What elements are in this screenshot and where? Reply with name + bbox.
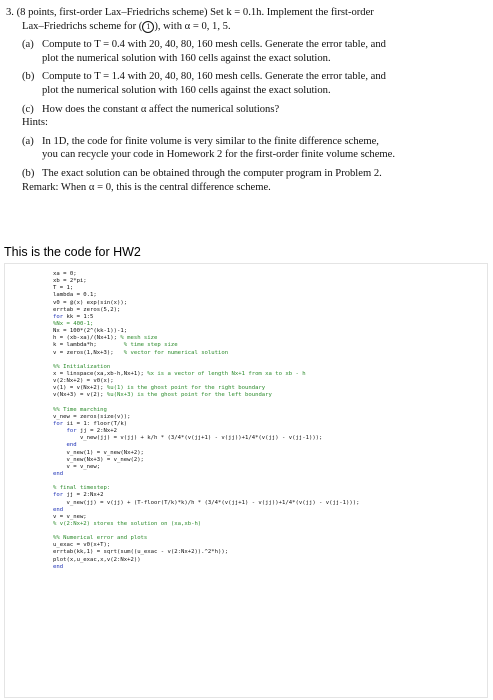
code-keyword: end bbox=[53, 470, 64, 477]
code-text: T = 1; bbox=[53, 285, 74, 292]
code-comment: % v(2:Nx+2) stores the solution on (xa,xb-h) bbox=[53, 520, 202, 527]
code-text: lambda = 0.1; bbox=[53, 292, 97, 299]
code-line bbox=[53, 371, 359, 378]
code-text: xa = 0; bbox=[53, 271, 77, 277]
part-text-line2: plot the numerical solution with 160 cells against the exact solution. bbox=[42, 52, 331, 64]
code-text: x = linspace(xa,xb-h,Nx+1); bbox=[53, 370, 148, 377]
code-line bbox=[53, 342, 359, 349]
code-line bbox=[53, 378, 359, 385]
problem-statement bbox=[6, 6, 484, 194]
code-line bbox=[53, 535, 359, 542]
hint-text-line1: In 1D, the code for finite volume is very similar to the finite difference scheme, bbox=[42, 135, 379, 147]
part-label: (c) bbox=[22, 103, 34, 115]
part-label: (b) bbox=[22, 71, 35, 83]
code-line bbox=[53, 471, 359, 478]
problem-part-a bbox=[6, 38, 484, 65]
code-line bbox=[53, 271, 359, 278]
code-line bbox=[53, 435, 359, 442]
code-line bbox=[53, 314, 359, 321]
code-line bbox=[53, 328, 359, 335]
code-text: plot(x,u_exac,x,v(2:Nx+2)) bbox=[53, 556, 141, 563]
code-keyword: end bbox=[66, 442, 77, 449]
code-line bbox=[53, 457, 359, 464]
hint-text-line1: The exact solution can be obtained through the computer program in Problem 2. bbox=[42, 167, 382, 179]
problem-header: 3. (8 points, first-order Lax–Friedrichs scheme) Set k = 0.1h. Implement the first-order bbox=[6, 7, 374, 18]
code-line bbox=[53, 350, 359, 357]
code-text: jj = 2:Nx+2 bbox=[76, 428, 118, 435]
hints-title: Hints: bbox=[22, 117, 48, 129]
code-text: jj = 2:Nx+2 bbox=[63, 492, 104, 499]
code-line bbox=[53, 521, 359, 528]
code-line bbox=[53, 507, 359, 514]
code-line bbox=[53, 442, 359, 449]
code-line bbox=[53, 421, 359, 428]
code-text: u_exac = v0(x+T); bbox=[53, 542, 111, 549]
code-comment: % time step size bbox=[123, 342, 178, 349]
code-line bbox=[53, 549, 359, 556]
code-line bbox=[53, 450, 359, 457]
code-text: v_new(1) = v_new(Nx+2); bbox=[53, 449, 144, 456]
code-text: v = v_new; bbox=[53, 463, 101, 470]
code-text: v = zeros(1,Nx+3); bbox=[53, 349, 124, 356]
problem-header-cont-post: , with α = 0, 1, 5. bbox=[157, 20, 231, 32]
code-line bbox=[53, 300, 359, 307]
code-keyword: for bbox=[53, 313, 64, 320]
code-text: v0 = @(x) exp(sin(x)); bbox=[53, 299, 128, 306]
code-line bbox=[53, 492, 359, 499]
problem-header-cont-pre: Lax–Friedrichs scheme for bbox=[22, 20, 137, 32]
code-text: kk = 1:5 bbox=[63, 313, 94, 320]
code-keyword: end bbox=[53, 506, 64, 513]
code-line bbox=[53, 542, 359, 549]
code-comment: % final timestep: bbox=[53, 485, 111, 492]
code-line bbox=[53, 321, 359, 328]
code-text: v_new(jj) = v(jj) + k/h * (3/4*(v(jj+1) - v(jj))+1/4*(v(jj) - v(jj-1))); bbox=[53, 435, 323, 442]
code-line bbox=[53, 478, 359, 485]
code-comment: %u(Nx+3) is the ghost point for the left boundary bbox=[106, 392, 272, 399]
part-text-line1: How does the constant α affect the numerical solutions? bbox=[42, 103, 280, 115]
code-text: ii = 1: floor(T/k) bbox=[63, 420, 128, 427]
code-screenshot bbox=[4, 263, 488, 698]
code-line bbox=[53, 357, 359, 364]
code-line bbox=[53, 307, 359, 314]
code-comment: %% Initialization bbox=[53, 363, 111, 370]
code-line bbox=[53, 392, 359, 399]
code-comment: %% Time marching bbox=[53, 406, 107, 413]
code-line bbox=[53, 364, 359, 371]
code-text: v_new(jj) = v(jj) + (T-floor(T/k)*k)/h * (3/4*(v(jj+1) - v(jj))+1/4*(v(jj) - v(jj-1))); bbox=[53, 499, 360, 506]
hint-label: (a) bbox=[22, 135, 34, 147]
code-text: v(Nx+3) = v(2); bbox=[53, 392, 107, 399]
code-line bbox=[53, 500, 359, 507]
code-line bbox=[53, 564, 359, 571]
code-line bbox=[53, 335, 359, 342]
code-text: v(2:Nx+2) = v0(x); bbox=[53, 378, 114, 385]
code-comment: %Nx = 400-1; bbox=[53, 320, 94, 327]
code-line bbox=[53, 464, 359, 471]
matlab-code bbox=[53, 271, 359, 571]
code-comment: %x is a vector of length Nx+1 from xa to xb - h bbox=[147, 370, 306, 377]
problem-part-b bbox=[6, 70, 484, 97]
part-text-line1: Compute to T = 1.4 with 20, 40, 80, 160 mesh cells. Generate the error table, and bbox=[42, 71, 386, 83]
hint-label: (b) bbox=[22, 167, 35, 179]
code-text: v = v_new; bbox=[53, 513, 87, 520]
code-text bbox=[53, 442, 66, 448]
code-line bbox=[53, 292, 359, 299]
code-text: v(1) = v(Nx+2); bbox=[53, 385, 107, 392]
hint-b bbox=[6, 167, 484, 181]
code-text: errtab = zeros(5,2); bbox=[53, 306, 121, 313]
remark: Remark: When α = 0, this is the central difference scheme. bbox=[22, 181, 271, 193]
code-text: Nx = 100*(2^(kk-1))-1; bbox=[53, 328, 128, 335]
problem-part-c bbox=[6, 103, 484, 117]
part-label: (a) bbox=[22, 39, 34, 51]
code-line bbox=[53, 400, 359, 407]
code-line bbox=[53, 414, 359, 421]
code-line bbox=[53, 278, 359, 285]
part-text-line2: plot the numerical solution with 160 cells against the exact solution. bbox=[42, 84, 331, 96]
code-text: k = lambda*h; bbox=[53, 342, 124, 349]
code-keyword: for bbox=[53, 492, 64, 499]
code-caption: This is the code for HW2 bbox=[4, 245, 141, 259]
problem-header-continued: Lax–Friedrichs scheme for ( 1 ), with α = 0, 1, 5. bbox=[22, 20, 231, 32]
code-text: v_new = zeros(size(v)); bbox=[53, 413, 131, 420]
code-text: errtab(kk,1) = sqrt(sum((u_exac - v(2:Nx+2)).^2*h)); bbox=[53, 549, 229, 556]
code-text: h = (xb-xa)/(Nx+1); bbox=[53, 335, 121, 342]
code-text: v_new(Nx+3) = v_new(2); bbox=[53, 456, 144, 463]
code-line bbox=[53, 485, 359, 492]
hint-text-line2: you can recycle your code in Homework 2 for the first-order finite volume scheme. bbox=[42, 149, 395, 161]
code-line bbox=[53, 514, 359, 521]
code-line bbox=[53, 557, 359, 564]
code-comment: % vector for numerical solution bbox=[123, 349, 229, 356]
code-line bbox=[53, 528, 359, 535]
code-keyword: for bbox=[53, 420, 64, 427]
code-line bbox=[53, 285, 359, 292]
code-text: xb = 2*pi; bbox=[53, 278, 87, 285]
code-comment: %% Numerical error and plots bbox=[53, 535, 148, 542]
code-comment: %u(1) is the ghost point for the right boundary bbox=[106, 385, 266, 392]
code-line bbox=[53, 407, 359, 414]
equation-reference[interactable]: 1 bbox=[142, 21, 154, 33]
code-keyword: for bbox=[66, 428, 77, 435]
hint-a bbox=[6, 135, 484, 162]
code-line bbox=[53, 428, 359, 435]
code-keyword: end bbox=[53, 563, 64, 570]
part-text-line1: Compute to T = 0.4 with 20, 40, 80, 160 mesh cells. Generate the error table, and bbox=[42, 39, 386, 51]
code-comment: % mesh size bbox=[120, 335, 158, 342]
code-text bbox=[53, 428, 66, 434]
code-line bbox=[53, 385, 359, 392]
